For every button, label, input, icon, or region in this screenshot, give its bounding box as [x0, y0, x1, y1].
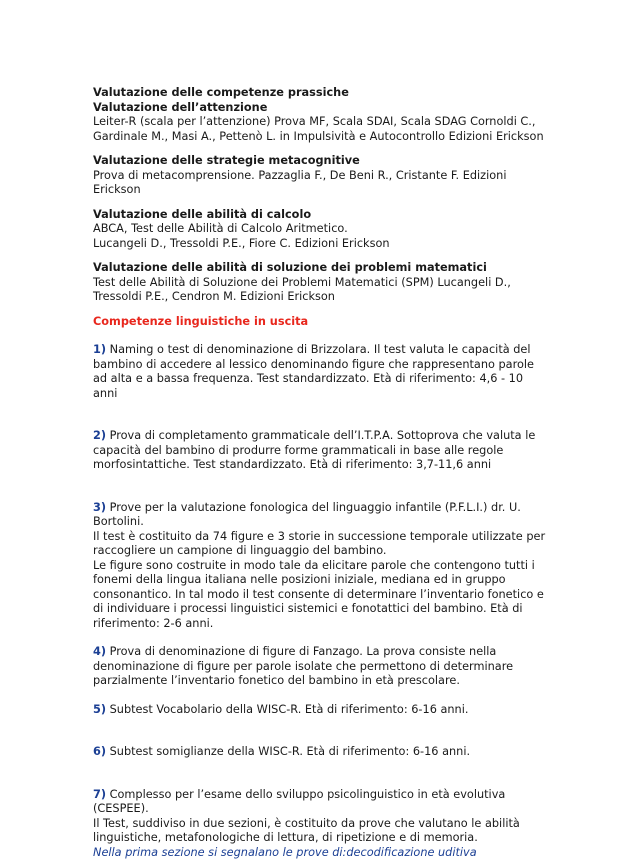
item-number: 2)	[93, 429, 106, 442]
item-text: Complesso per l’esame dello sviluppo psicolinguistico in età evolutiva (CESPEE).	[93, 788, 505, 816]
item-number: 7)	[93, 788, 106, 801]
section-title: Valutazione delle abilità di soluzione dei problemi matematici	[93, 261, 548, 276]
document-body	[93, 86, 548, 860]
item-number: 5)	[93, 703, 106, 716]
list-item-5	[93, 703, 548, 718]
section-text: Leiter-R (scala per l’attenzione) Prova MF, Scala SDAI, Scala SDAG Cornoldi C., Gardinale M., Masi A., Pettenò L. in Impulsività e Autocontrollo Edizioni Erickson	[93, 115, 548, 144]
item-number: 1)	[93, 343, 106, 356]
item-text: Subtest Vocabolario della WISC-R. Età di riferimento: 6-16 anni.	[106, 703, 468, 716]
list-item-6	[93, 745, 548, 760]
item-text: Prove per la valutazione fonologica del linguaggio infantile (P.F.L.I.) dr. U. Bortolini.	[93, 501, 521, 529]
item-extra-text: Le figure sono costruite in modo tale da elicitare parole che contengono tutti i fonemi della lingua italiana nelle posizioni iniziale, mediana ed in gruppo consonantico. In tal modo il test consente di determinare l’inventario fonetico e di individuare i processi linguistici sistemici e fonotattici del bambino. Età di riferimento: 2-6 anni.	[93, 559, 548, 632]
section-title: Valutazione delle abilità di calcolo	[93, 208, 548, 223]
item-number: 6)	[93, 745, 106, 758]
section-title: Valutazione delle strategie metacognitive	[93, 154, 548, 169]
list-item-2	[93, 429, 548, 473]
list-item-3	[93, 501, 548, 530]
section-text: Prova di metacomprensione. Pazzaglia F., De Beni R., Cristante F. Edizioni Erickson	[93, 169, 548, 198]
section-title: Valutazione delle competenze prassiche	[93, 86, 548, 101]
item-extra-text: Il test è costituito da 74 figure e 3 storie in successione temporale utilizzate per raccogliere un campione di linguaggio del bambino.	[93, 530, 548, 559]
list-item-1	[93, 343, 548, 401]
item-text: Subtest somiglianze della WISC-R. Età di riferimento: 6-16 anni.	[106, 745, 470, 758]
item-text: Prova di denominazione di figure di Fanzago. La prova consiste nella denominazione di figure per parole isolate che permettono di determinare parzialmente l’inventario fonetico del bambino in età prescolare.	[93, 645, 513, 687]
section-metacognitive	[93, 154, 548, 198]
red-heading: Competenze linguistiche in uscita	[93, 315, 548, 330]
section-text: ABCA, Test delle Abilità di Calcolo Aritmetico.	[93, 222, 548, 237]
list-item-4	[93, 645, 548, 689]
section-prassiche-attenzione	[93, 86, 548, 144]
item-text: Naming o test di denominazione di Brizzolara. Il test valuta le capacità del bambino di accedere al lessico denominando figure che rappresentano parole ad alta e a bassa frequenza. Test standardizzato. Età di riferimento: 4,6 - 10 anni	[93, 343, 534, 400]
section-calcolo	[93, 208, 548, 252]
italic-note: Nella prima sezione si segnalano le prove di:decodificazione uditiva	[93, 846, 548, 860]
item-number: 3)	[93, 501, 106, 514]
item-extra-text: Il Test, suddiviso in due sezioni, è costituito da prove che valutano le abilità linguistiche, metafonologiche di lettura, di ripetizione e di memoria.	[93, 817, 548, 846]
section-text: Test delle Abilità di Soluzione dei Problemi Matematici (SPM) Lucangeli D., Tressoldi P.E., Cendron M. Edizioni Erickson	[93, 276, 548, 305]
section-title: Valutazione dell’attenzione	[93, 101, 548, 116]
list-item-7	[93, 788, 548, 817]
section-problemi-matematici	[93, 261, 548, 305]
item-text: Prova di completamento grammaticale dell’I.T.P.A. Sottoprova che valuta le capacità del bambino di produrre forme grammaticali in base alle regole morfosintattiche. Test standardizzato. Età di riferimento: 3,7-11,6 anni	[93, 429, 535, 471]
section-text: Lucangeli D., Tressoldi P.E., Fiore C. Edizioni Erickson	[93, 237, 548, 252]
item-number: 4)	[93, 645, 106, 658]
